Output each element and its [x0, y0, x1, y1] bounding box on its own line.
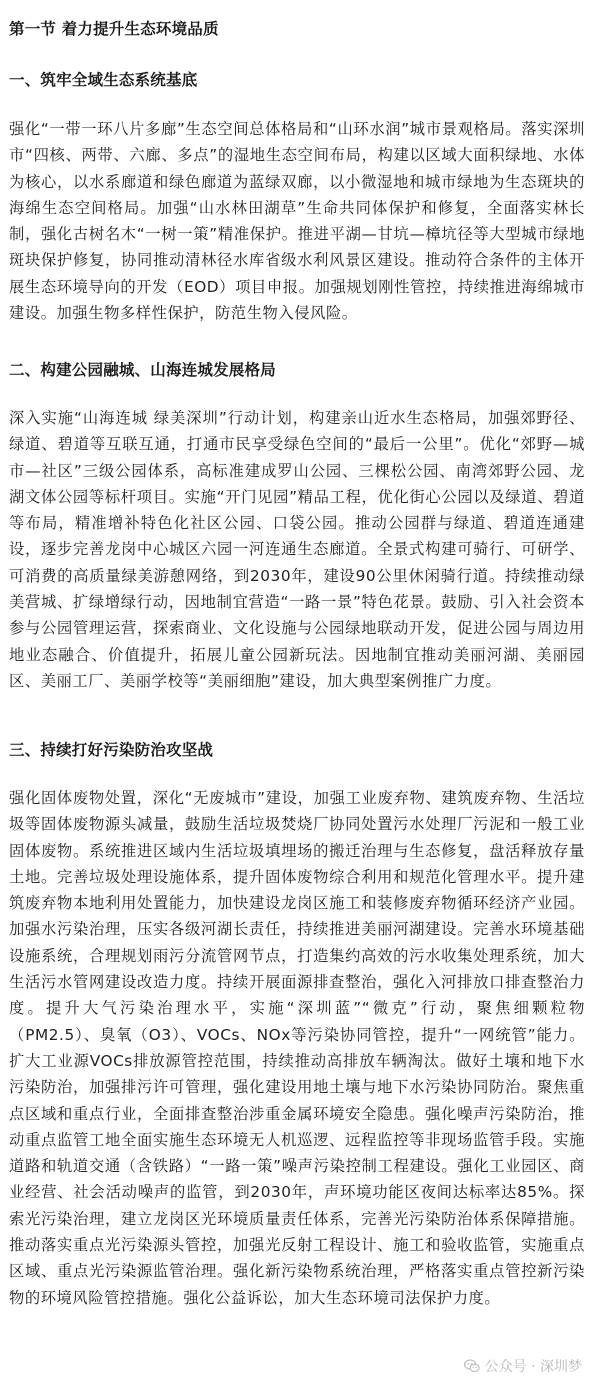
- paragraph: 强化“一带一环八片多廊”生态空间总体格局和“山环水润”城市景观格局。落实深圳市“四核、两带、六廊、多点”的湿地生态空间布局，构建以区域大面积绿地、水体为核心，以水系廊道和绿色廊道为蓝绿双廊，以小微湿地和城市绿地为生态斑块的海绵生态空间格局。加强“山水林田湖草”生命共同体保护和修复，全面落实林长制，强化古树名木“一树一策”精准保护。推进平湖—甘坑—樟坑径等大型城市绿地斑块保护修复，协同推动清林径水库省级水利风景区建设。推动符合条件的主体开展生态环境导向的开发（EOD）项目申报。加强规划刚性管控，持续推进海绵城市建设。加强生物多样性保护，防范生物入侵风险。: [9, 120, 585, 323]
- paragraph: 强化固体废物处置，深化“无废城市”建设，加强工业废弃物、建筑废弃物、生活垃圾等固体废物源头减量，鼓励生活垃圾焚烧厂协同处置污水处理厂污泥和一般工业固体废物。系统推进区域内生活垃圾填埋场的搬迁治理与生态修复，盘活释放存量土地。完善垃圾处理设施体系，提升固体废物综合利用和规范化管理水平。提升建筑废弃物本地利用处置能力，加快建设龙岗区施工和装修废弃物循环经济产业园。加强水污染治理，压实各级河湖长责任，持续推进美丽河湖建设。完善水环境基础设施系统，合理规划雨污分流管网节点，打造集约高效的污水收集处理系统，加大生活污水管网建设改造力度。持续开展面源排查整治，强化入河排放口排查整治力度。提升大气污染治理水平，实施“深圳蓝”“微克”行动，聚焦细颗粒物（PM2.5）、臭氧（O3）、VOCs、NOx等污染协同管控，提升“一网统管”能力。扩大工业源VOCs排放源管控范围，持续推动高排放车辆淘汰。做好土壤和地下水污染防治，加强排污许可管理，强化建设用地土壤与地下水污染协同防治。聚焦重点区域和重点行业，全面排查整治涉重金属环境安全隐患。强化噪声污染防治，推动重点监管工地全面实施生态环境无人机巡逻、远程监控等非现场监管手段。实施道路和轨道交通（含铁路）“一路一策”噪声污染控制工程建设。强化工业园区、商业经营、社会活动噪声的监管，到2030年，声环境功能区夜间达标率达85%。探索光污染治理，建立龙岗区光环境质量责任体系，完善光污染防治体系保障措施。推动落实重点光污染源头管控，加强光反射工程设计、施工和验收监管，实施重点区域、重点光污染源监管治理。强化新污染物系统治理，严格落实重点管控新污染物的环境风险管控措施。强化公益诉讼，加大生态环境司法保护力度。: [9, 789, 585, 1307]
- watermark: [463, 1356, 582, 1376]
- watermark-text: 公众号 · 深圳梦: [484, 1359, 582, 1375]
- subsection-heading: 一、筑牢全域生态系统基底: [9, 71, 198, 89]
- subsection-heading: 二、构建公园融城、山海连城发展格局: [9, 361, 276, 379]
- paragraph: 深入实施“山海连城 绿美深圳”行动计划，构建亲山近水生态格局，加强郊野径、绿道、碧道等互联互通，打通市民享受绿色空间的“最后一公里”。优化“郊野—城市—社区”三级公园体系，高标准建成罗山公园、三棵松公园、南湾郊野公园、龙湖文体公园等标杆项目。实施“开门见园”精品工程，优化街心公园以及绿道、碧道等布局，精准增补特色化社区公园、口袋公园。推动公园群与绿道、碧道连通建设，逐步完善龙岗中心城区六园一河连通生态廊道。全景式构建可骑行、可研学、可消费的高质量绿美游憩网络，到2030年，建设90公里休闲骑行道。持续推动绿美营城、扩绿增绿行动，因地制宜营造“一路一景”特色花景。鼓励、引入社会资本参与公园管理运营，探索商业、文化设施与公园绿地联动开发，促进公园与周边用地业态融合、价值提升，拓展儿童公园新玩法。因地制宜推动美丽河湖、美丽园区、美丽工厂、美丽学校等“美丽细胞”建设，加大典型案例推广力度。: [9, 409, 585, 690]
- subsection-heading: 三、持续打好污染防治攻坚战: [9, 741, 214, 759]
- wechat-icon: [463, 1357, 481, 1375]
- section-title: 第一节 着力提升生态环境品质: [9, 20, 219, 38]
